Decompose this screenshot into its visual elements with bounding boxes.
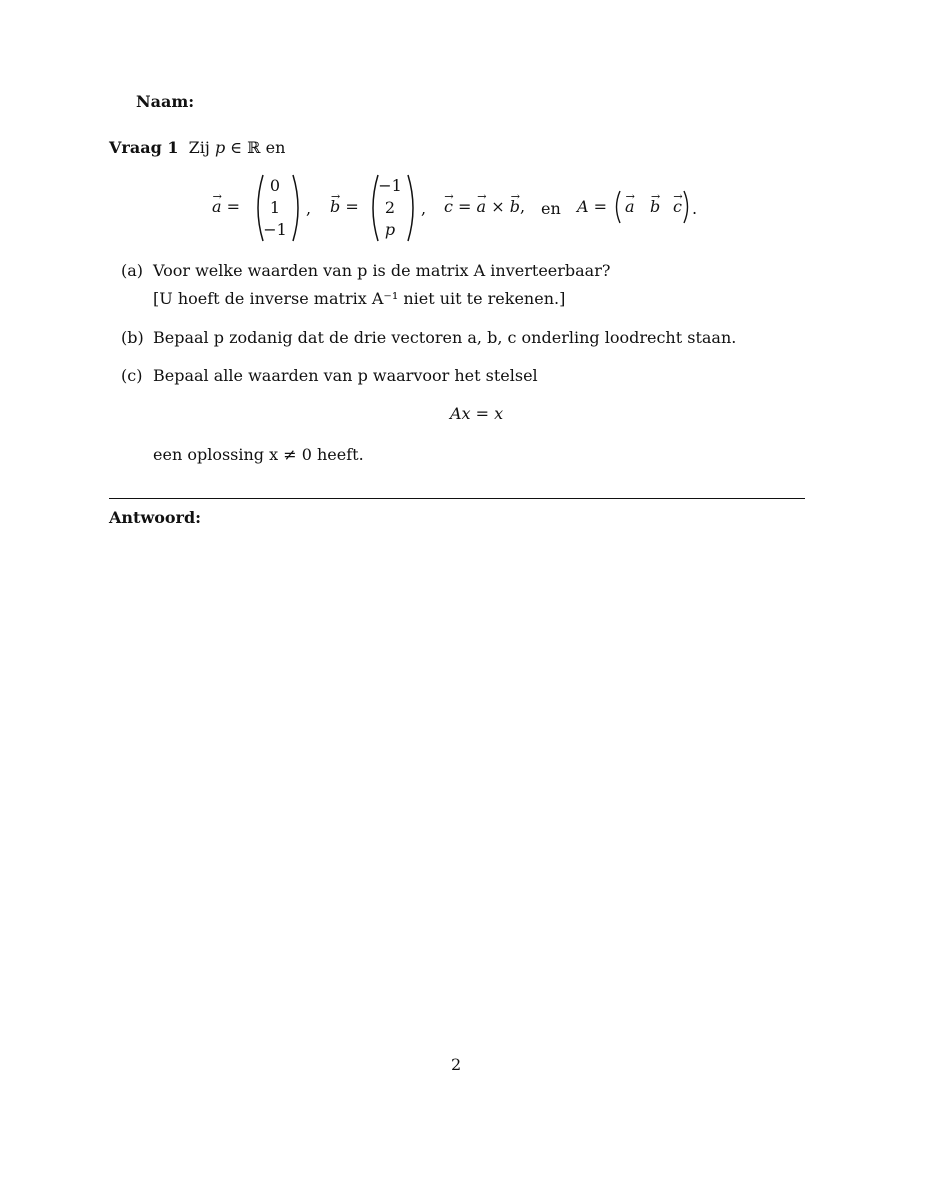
intro-in: ∈ ℝ en — [230, 138, 286, 157]
vec-b-symbol: → b — [330, 197, 340, 216]
part-a-line1: Voor welke waarden van p is de matrix A inverteerbaar? — [153, 261, 611, 280]
page-number: 2 — [451, 1055, 462, 1074]
comma: , — [421, 199, 427, 218]
part-c-line3: een oplossing x ≠ 0 heeft. — [153, 445, 364, 464]
vec-a-entry: 1 — [269, 198, 281, 217]
part-label: (c) — [121, 366, 143, 385]
vec-a-label: → a = — [212, 197, 240, 216]
answer-label: Antwoord: — [109, 508, 202, 527]
vec-b-column — [366, 174, 426, 242]
intro-p: p — [214, 138, 226, 157]
def-c: → c = → a × → b, — [444, 197, 525, 216]
period: . — [692, 199, 698, 218]
part-label: (b) — [121, 328, 144, 347]
left-paren-icon — [613, 190, 621, 224]
part-c-equation: Ax = x — [450, 404, 504, 423]
matrix-symbol: A — [577, 197, 589, 216]
question-number: Vraag 1 — [109, 138, 179, 157]
matrix-a — [613, 190, 693, 224]
name-label: Naam: — [136, 92, 195, 111]
vec-a-column — [251, 174, 311, 242]
c-symbol: → c — [444, 197, 453, 216]
right-paren-icon — [406, 174, 420, 242]
def-c-comma: , — [519, 197, 526, 216]
matrix-col: → c — [673, 197, 682, 216]
vec-b-entry: p — [384, 220, 396, 239]
vec-b-entry: −1 — [378, 176, 402, 195]
part-label: (a) — [121, 261, 144, 280]
b-symbol: → b — [510, 197, 520, 216]
right-paren-icon — [683, 190, 691, 224]
comma: , — [306, 199, 312, 218]
and-word: en — [541, 199, 561, 218]
question-intro — [109, 138, 285, 157]
vec-a-entry: −1 — [263, 220, 287, 239]
vec-b-entry: 2 — [384, 198, 396, 217]
vec-b-label: → b = — [330, 197, 359, 216]
matrix-col: → b — [650, 197, 660, 216]
part-a-line2: [U hoeft de inverse matrix A⁻¹ niet uit te rekenen.] — [153, 289, 566, 308]
matrix-label: A = — [577, 197, 608, 216]
vec-a-entry: 0 — [269, 176, 281, 195]
a-symbol: → a — [477, 197, 487, 216]
cross-symbol: × — [491, 197, 505, 216]
vec-a-symbol: → a — [212, 197, 222, 216]
part-b-line1: Bepaal p zodanig dat de drie vectoren a, b, c onderling loodrecht staan. — [153, 328, 737, 347]
matrix-col: → a — [625, 197, 635, 216]
part-c-line1: Bepaal alle waarden van p waarvoor het stelsel — [153, 366, 538, 385]
divider — [109, 498, 805, 499]
right-paren-icon — [291, 174, 305, 242]
intro-start: Zij — [188, 138, 210, 157]
